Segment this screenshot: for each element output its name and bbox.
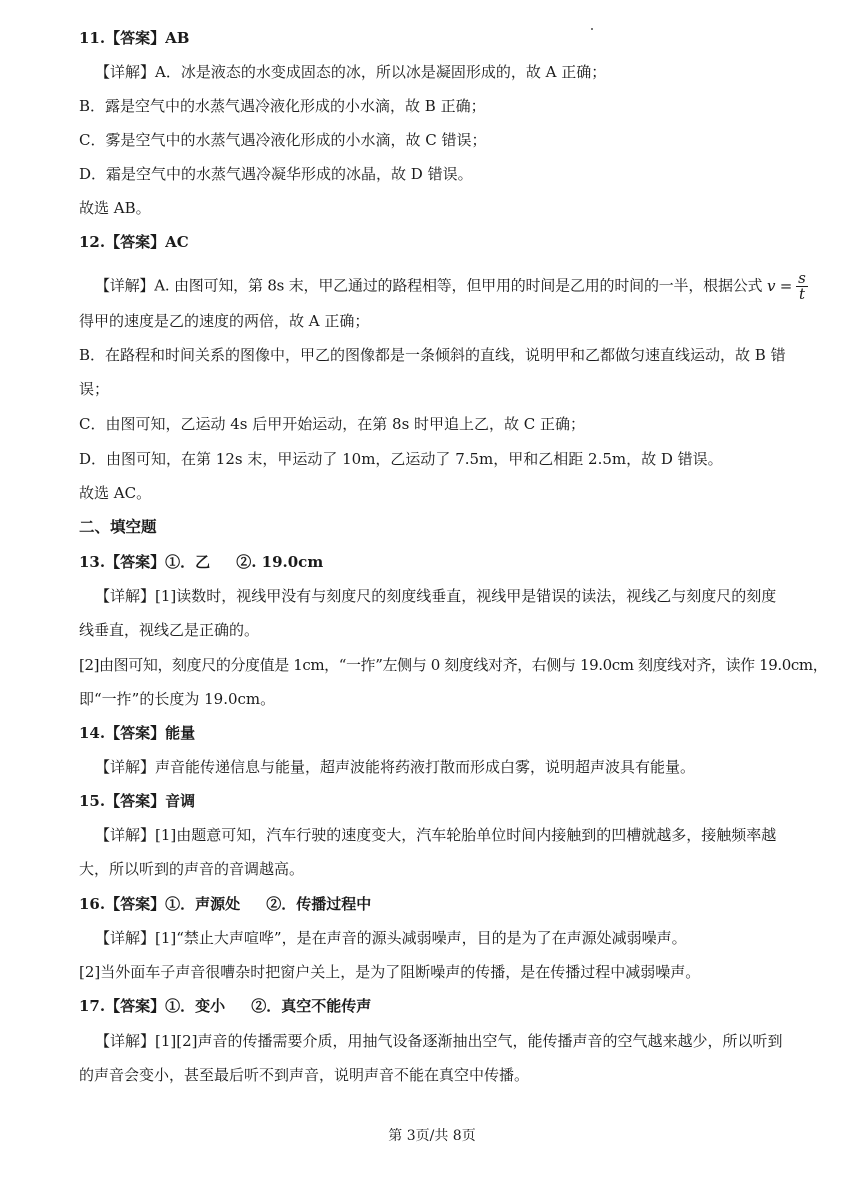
q12-option-d: D．由图可知，在第 12s 末，甲运动了 10m，乙运动了 7.5m，甲和乙相距 2.5m，故 D 错误。 [79,450,723,468]
formula-lhs: v = [766,276,793,295]
q11-explanation-a: 【详解】A．冰是液态的水变成固态的冰，所以冰是凝固形成的，故 A 正确； [95,63,607,81]
q16-explanation-2: [2]当外面车子声音很嘈杂时把窗户关上，是为了阻断噪声的传播，是在传播过程中减弱噪声。 [79,963,701,981]
q15-explanation: 【详解】[1]由题意可知，汽车行驶的速度变大，汽车轮胎单位时间内接触到的凹槽就越多，接触频率越 [95,826,777,844]
q13-explanation-1-cont: 线垂直，视线乙是正确的。 [79,621,260,639]
q12-option-c: C．由图可知，乙运动 4s 后甲开始运动，在第 8s 时甲追上乙，故 C 正确； [79,415,586,433]
section-title-fill-blank: 二、填空题 [79,517,157,536]
q14-answer-heading: 14.【答案】能量 [79,724,196,742]
q12-option-b-cont: 误； [79,380,110,398]
q11-option-b: B．露是空气中的水蒸气遇冷液化形成的小水滴，故 B 正确； [79,97,486,115]
q13-explanation-2-cont: 即“一拃”的长度为 19.0cm。 [79,690,276,708]
formula-fraction [796,271,808,302]
q16-explanation-1: 【详解】[1]“禁止大声喧哗”，是在声音的源头减弱噪声，目的是为了在声源处减弱噪声。 [95,929,687,947]
q14-explanation: 【详解】声音能传递信息与能量，超声波能将药液打散而形成白雾，说明超声波具有能量。 [95,758,696,776]
speed-formula [762,269,807,303]
q16-answer-heading: 16.【答案】①．声源处 ②．传播过程中 [79,895,372,913]
q11-answer-heading: 11.【答案】AB [79,29,190,47]
q12-explanation-a-text: 【详解】A. 由图可知，第 8s 末，甲乙通过的路程相等，但甲用的时间是乙用的时间的一半，根据公式 [95,276,763,295]
q13-answer-heading: 13.【答案】①．乙 ②. 19.0cm [79,553,324,571]
q17-answer-heading: 17.【答案】①．变小 ②．真空不能传声 [79,997,372,1015]
q17-explanation-cont: 的声音会变小，甚至最后听不到声音，说明声音不能在真空中传播。 [79,1066,530,1084]
q12-selection: 故选 AC。 [79,484,152,502]
q12-explanation-a-cont: 得甲的速度是乙的速度的两倍，故 A 正确； [79,312,370,330]
q13-explanation-2: [2]由图可知，刻度尺的分度值是 1cm，“一拃”左侧与 0 刻度线对齐，右侧与 19.0cm 刻度线对齐，读作 19.0cm， [79,656,828,674]
q12-answer-heading: 12.【答案】AC [79,233,189,251]
formula-numerator: s [798,269,806,287]
q17-explanation: 【详解】[1][2]声音的传播需要介质，用抽气设备逐渐抽出空气，能传播声音的空气越来越少，所以听到 [95,1032,783,1050]
formula-denominator: t [798,285,805,303]
q15-answer-heading: 15.【答案】音调 [79,792,196,810]
q11-selection: 故选 AB。 [79,199,151,217]
q15-explanation-cont: 大，所以听到的声音的音调越高。 [79,860,305,878]
q11-option-c: C．雾是空气中的水蒸气遇冷液化形成的小水滴，故 C 错误； [79,131,487,149]
q12-option-b: B．在路程和时间关系的图像中，甲乙的图像都是一条倾斜的直线，说明甲和乙都做匀速直线运动，故 B 错 [79,346,786,364]
page-number-footer: 第 3页/共 8页 [388,1128,476,1144]
q11-option-d: D．霜是空气中的水蒸气遇冷凝华形成的冰晶，故 D 错误。 [79,165,473,183]
q12-explanation-a [95,271,804,302]
q13-explanation-1: 【详解】[1]读数时，视线甲没有与刻度尺的刻度线垂直，视线甲是错误的读法，视线乙与刻度尺的刻度 [95,587,777,605]
